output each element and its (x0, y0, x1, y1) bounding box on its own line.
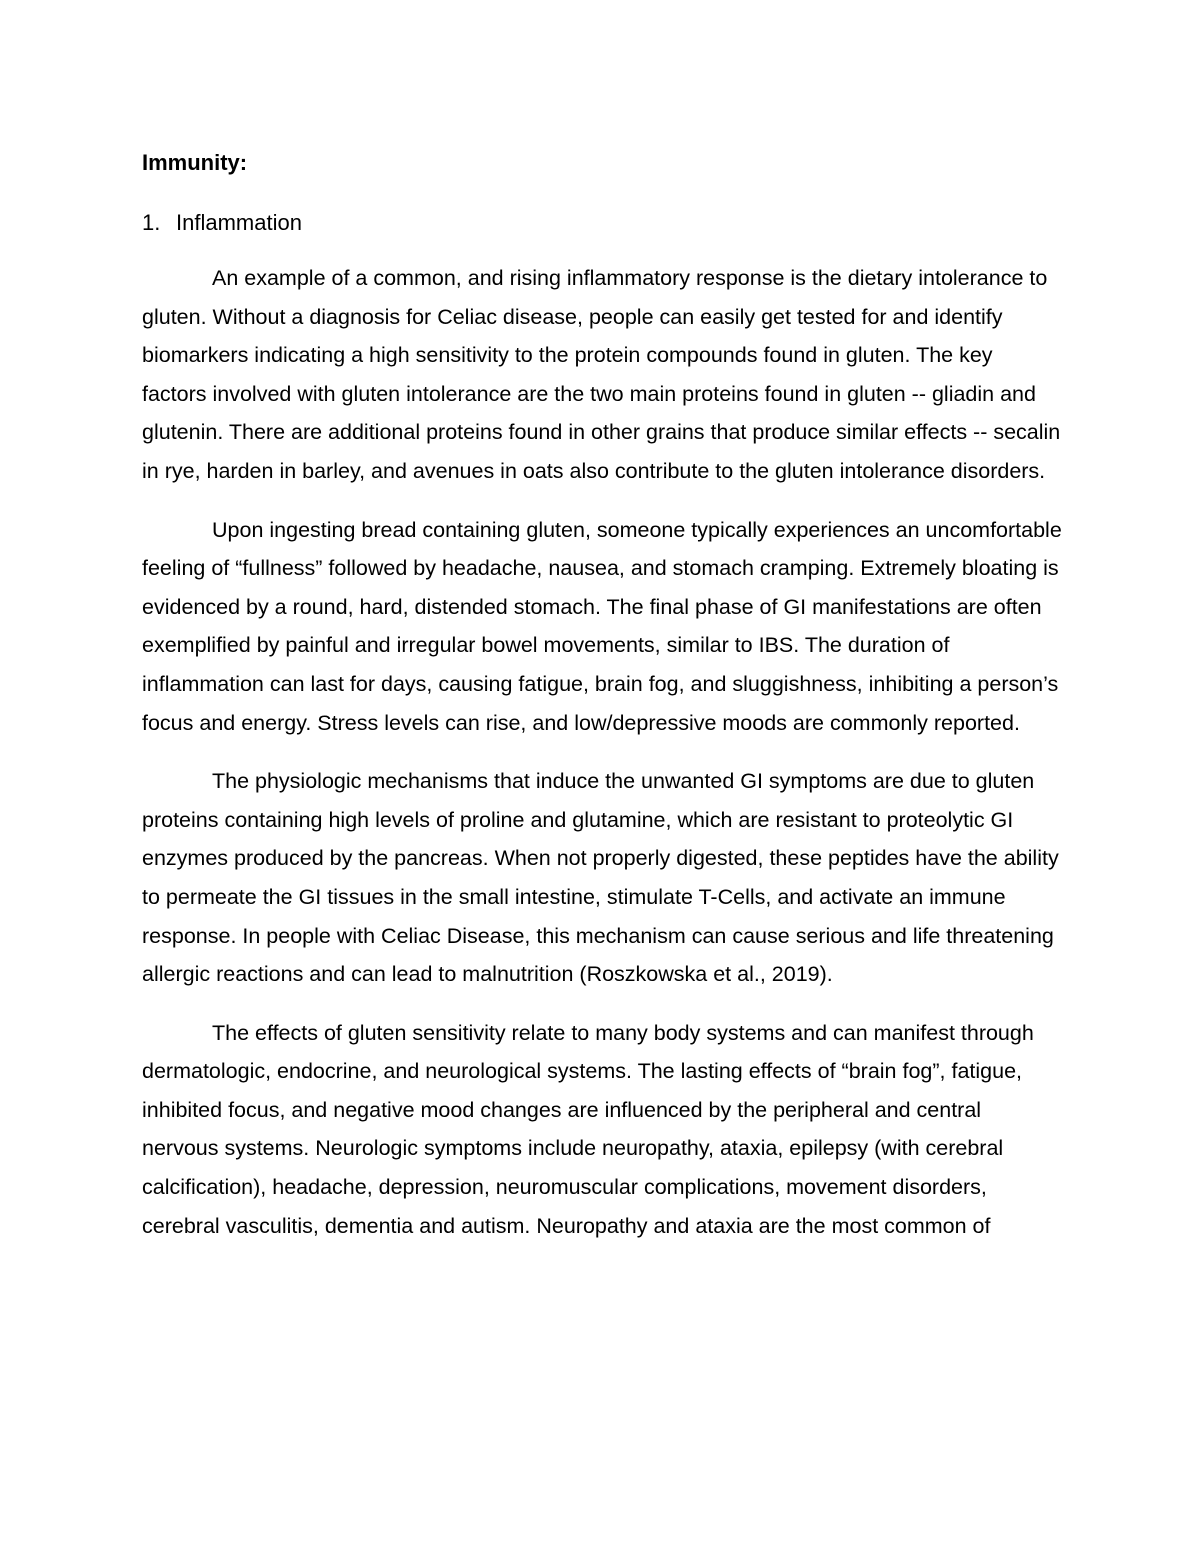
section-number: 1. (142, 210, 161, 235)
paragraph: The effects of gluten sensitivity relate to many body systems and can manifest through dermatologic, endocrine, and neurological systems. The lasting effects of “brain fog”, fatigue, inhibited focus, and negative mood changes are influenced by the peripheral and central nervous systems. Neurologic symptoms include neuropathy, ataxia, epilepsy (with cerebral calcification), headache, depression, neuromuscular complications, movement disorders, cerebral vasculitis, dementia and autism. Neuropathy and ataxia are the most common of (142, 1020, 1034, 1238)
section-title-text: Inflammation (176, 210, 302, 235)
paragraph: The physiologic mechanisms that induce the unwanted GI symptoms are due to gluten proteins containing high levels of proline and glutamine, which are resistant to proteolytic GI enzymes produced by the pancreas. When not properly digested, these peptides have the ability to permeate the GI tissues in the small intestine, stimulate T-Cells, and activate an immune response. In people with Celiac Disease, this mechanism can cause serious and life threatening allergic reactions and can lead to malnutrition (Roszkowska et al., 2019). (142, 769, 1059, 987)
document-body (142, 143, 1062, 1245)
paragraph: An example of a common, and rising inflammatory response is the dietary intolerance to gluten. Without a diagnosis for Celiac disease, people can easily get tested for and identify biomarkers indicating a high sensitivity to the protein compounds found in gluten. The key factors involved with gluten intolerance are the two main proteins found in gluten -- gliadin and glutenin. There are additional proteins found in other grains that produce similar effects -- secalin in rye, harden in barley, and avenues in oats also contribute to the gluten intolerance disorders. (142, 266, 1061, 483)
section-title (142, 203, 1062, 243)
paragraph: Upon ingesting bread containing gluten, someone typically experiences an uncomfortable feeling of “fullness” followed by headache, nausea, and stomach cramping. Extremely bloating is evidenced by a round, hard, distended stomach. The final phase of GI manifestations are often exemplified by painful and irregular bowel movements, similar to IBS. The duration of inflammation can last for days, causing fatigue, brain fog, and sluggishness, inhibiting a person’s focus and energy. Stress levels can rise, and low/depressive moods are commonly reported. (142, 517, 1062, 735)
document-heading: Immunity: (142, 150, 248, 175)
